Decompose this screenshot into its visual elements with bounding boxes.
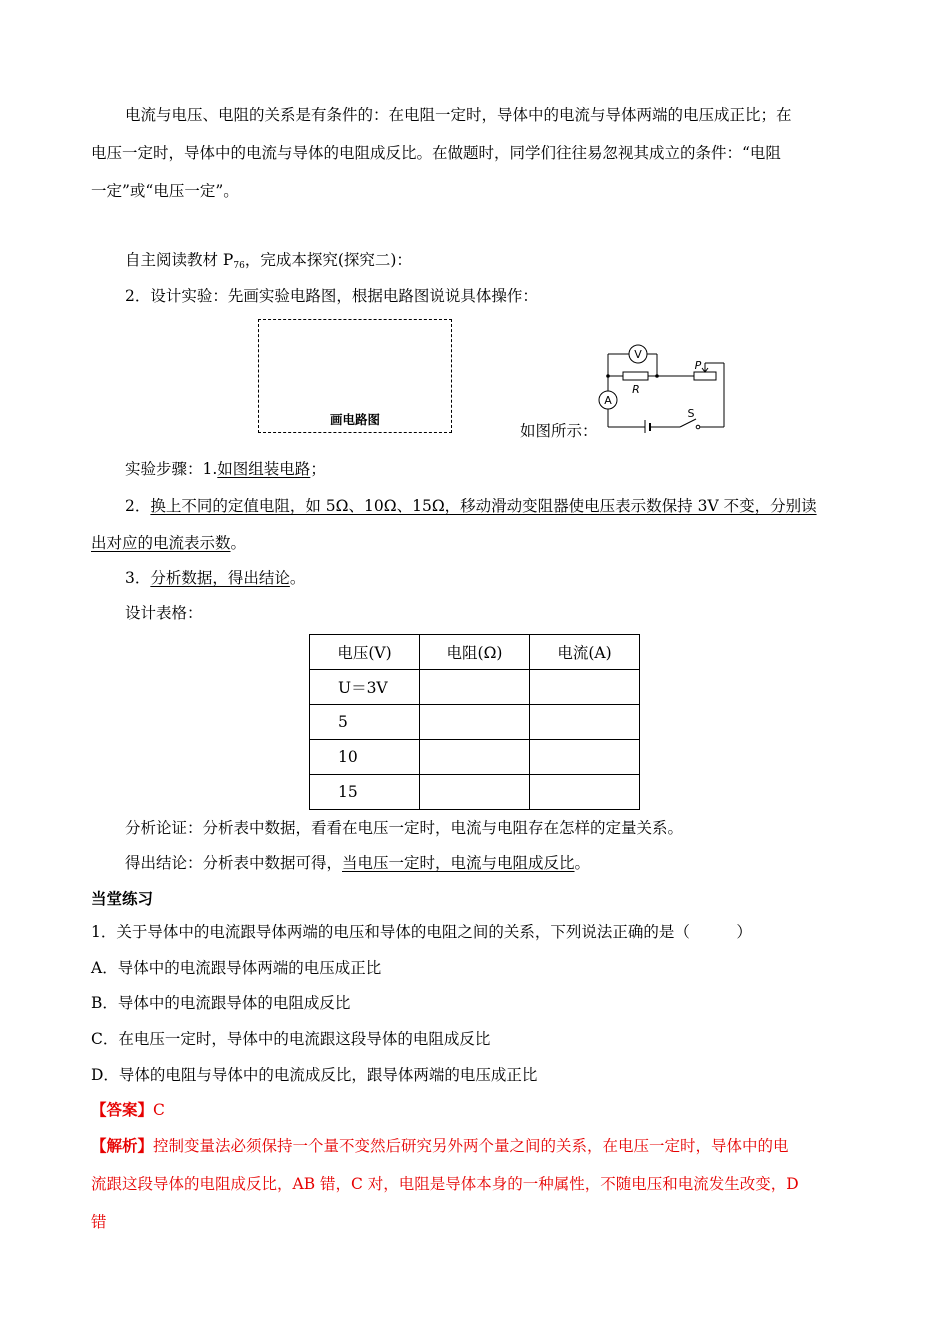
- table-row: [310, 670, 640, 705]
- design-label: 2．设计实验：先画实验电路图，根据电路图说说具体操作：: [125, 287, 538, 305]
- step1-prefix: 实验步骤：1.: [125, 460, 218, 478]
- step2-answer-line-1: 换上不同的定值电阻，如 5Ω、10Ω、15Ω，移动滑动变阻器使电压表示数保持 3V 不变，分别读: [150, 497, 817, 515]
- resistor-label: R: [632, 383, 640, 396]
- table-label: 设计表格：: [125, 604, 203, 622]
- explain-text-1: 控制变量法必须保持一个量不变然后研究另外两个量之间的关系，在电压一定时，导体中的电: [153, 1137, 789, 1155]
- option-d: D．导体的电阻与导体中的电流成反比，跟导体两端的电压成正比: [91, 1066, 538, 1084]
- answer-line: [91, 1100, 165, 1120]
- step1-answer: 如图组装电路: [217, 460, 311, 478]
- voltmeter-label: V: [634, 348, 642, 361]
- circuit-drawing-caption: 画电路图: [329, 412, 380, 427]
- table-cell: [420, 705, 530, 740]
- table-cell: U＝3V: [310, 670, 420, 705]
- ammeter-label: A: [604, 394, 612, 407]
- rheostat: [694, 372, 716, 380]
- reading-text-after: ，完成本探究(探究二)：: [244, 251, 412, 269]
- table-cell: [420, 670, 530, 705]
- step-3: [125, 568, 305, 588]
- step1-suffix: ；: [310, 460, 326, 478]
- explain-line-3: 错: [91, 1213, 107, 1231]
- table-cell: [530, 670, 640, 705]
- analysis-text: 分析论证：分析表中数据，看看在电压一定时，电流与电阻存在怎样的定量关系。: [125, 819, 684, 837]
- table-cell: [420, 775, 530, 810]
- explain-line-2: 流跟这段导体的电阻成反比，AB 错，C 对，电阻是导体本身的一种属性，不随电压和电流发生改变，D: [91, 1175, 799, 1193]
- option-a: A．导体中的电流跟导体两端的电压成正比: [91, 959, 382, 977]
- table-row: [310, 775, 640, 810]
- table-cell: 5: [310, 705, 420, 740]
- step2-answer-line-2: 出对应的电流表示数: [91, 534, 231, 552]
- node-top-left: [606, 374, 610, 378]
- circuit-diagram: [598, 343, 728, 433]
- step-2-line-2: [91, 533, 246, 553]
- step-1: [125, 459, 326, 479]
- resistor-r: [623, 372, 648, 380]
- table-cell: [530, 705, 640, 740]
- reading-instruction: [125, 250, 412, 276]
- reading-text-before: 自主阅读教材 P: [125, 251, 234, 269]
- table-cell: [530, 740, 640, 775]
- practice-question: 1．关于导体中的电流跟导体两端的电压和导体的电阻之间的关系，下列说法正确的是（ ）: [91, 923, 752, 941]
- data-table: [309, 634, 640, 810]
- option-b: B．导体中的电流跟导体的电阻成反比: [91, 994, 351, 1012]
- intro-line-1: 电流与电压、电阻的关系是有条件的：在电阻一定时，导体中的电流与导体两端的电压成正比；在: [125, 106, 792, 124]
- table-cell: [530, 775, 640, 810]
- slider-label: P: [694, 359, 702, 372]
- intro-line-3: 一定”或“电压一定”。: [91, 182, 239, 200]
- explain-label: 【解析】: [91, 1136, 154, 1155]
- practice-heading: 当堂练习: [91, 889, 154, 908]
- node-top-right: [655, 374, 659, 378]
- step3-prefix: 3．: [125, 569, 151, 587]
- reading-page-number: 76: [233, 261, 245, 271]
- intro-line-2: 电压一定时，导体中的电流与导体的电阻成反比。在做题时，同学们往往易忽视其成立的条件：“电阻: [91, 144, 781, 162]
- table-row: [310, 740, 640, 775]
- step3-answer: 分析数据，得出结论: [150, 569, 290, 587]
- table-header-row: [310, 635, 640, 670]
- answer-value: C: [153, 1101, 165, 1119]
- table-cell: [420, 740, 530, 775]
- table-cell: 15: [310, 775, 420, 810]
- switch-pivot: [696, 425, 700, 429]
- conclusion: [125, 853, 590, 873]
- step2-prefix: 2．: [125, 497, 151, 515]
- step-2-line-1: [125, 496, 817, 516]
- option-c: C．在电压一定时，导体中的电流跟这段导体的电阻成反比: [91, 1030, 491, 1048]
- answer-label: 【答案】: [91, 1100, 154, 1119]
- conclusion-answer: 当电压一定时，电流与电阻成反比: [342, 854, 575, 872]
- table-row: [310, 705, 640, 740]
- table-cell: 10: [310, 740, 420, 775]
- conclusion-prefix: 得出结论：分析表中数据可得，: [125, 854, 343, 872]
- table-header-resistance: 电阻(Ω): [420, 635, 530, 670]
- step2-suffix: 。: [230, 534, 247, 552]
- table-header-voltage: 电压(V): [310, 635, 420, 670]
- step3-suffix: 。: [289, 569, 306, 587]
- switch-label: S: [687, 407, 695, 420]
- switch-blade: [680, 419, 696, 427]
- explain-line-1: [91, 1136, 789, 1156]
- table-header-current: 电流(A): [530, 635, 640, 670]
- circuit-drawing-box: [258, 319, 452, 433]
- conclusion-suffix: 。: [574, 854, 591, 872]
- figure-caption: 如图所示：: [520, 422, 598, 440]
